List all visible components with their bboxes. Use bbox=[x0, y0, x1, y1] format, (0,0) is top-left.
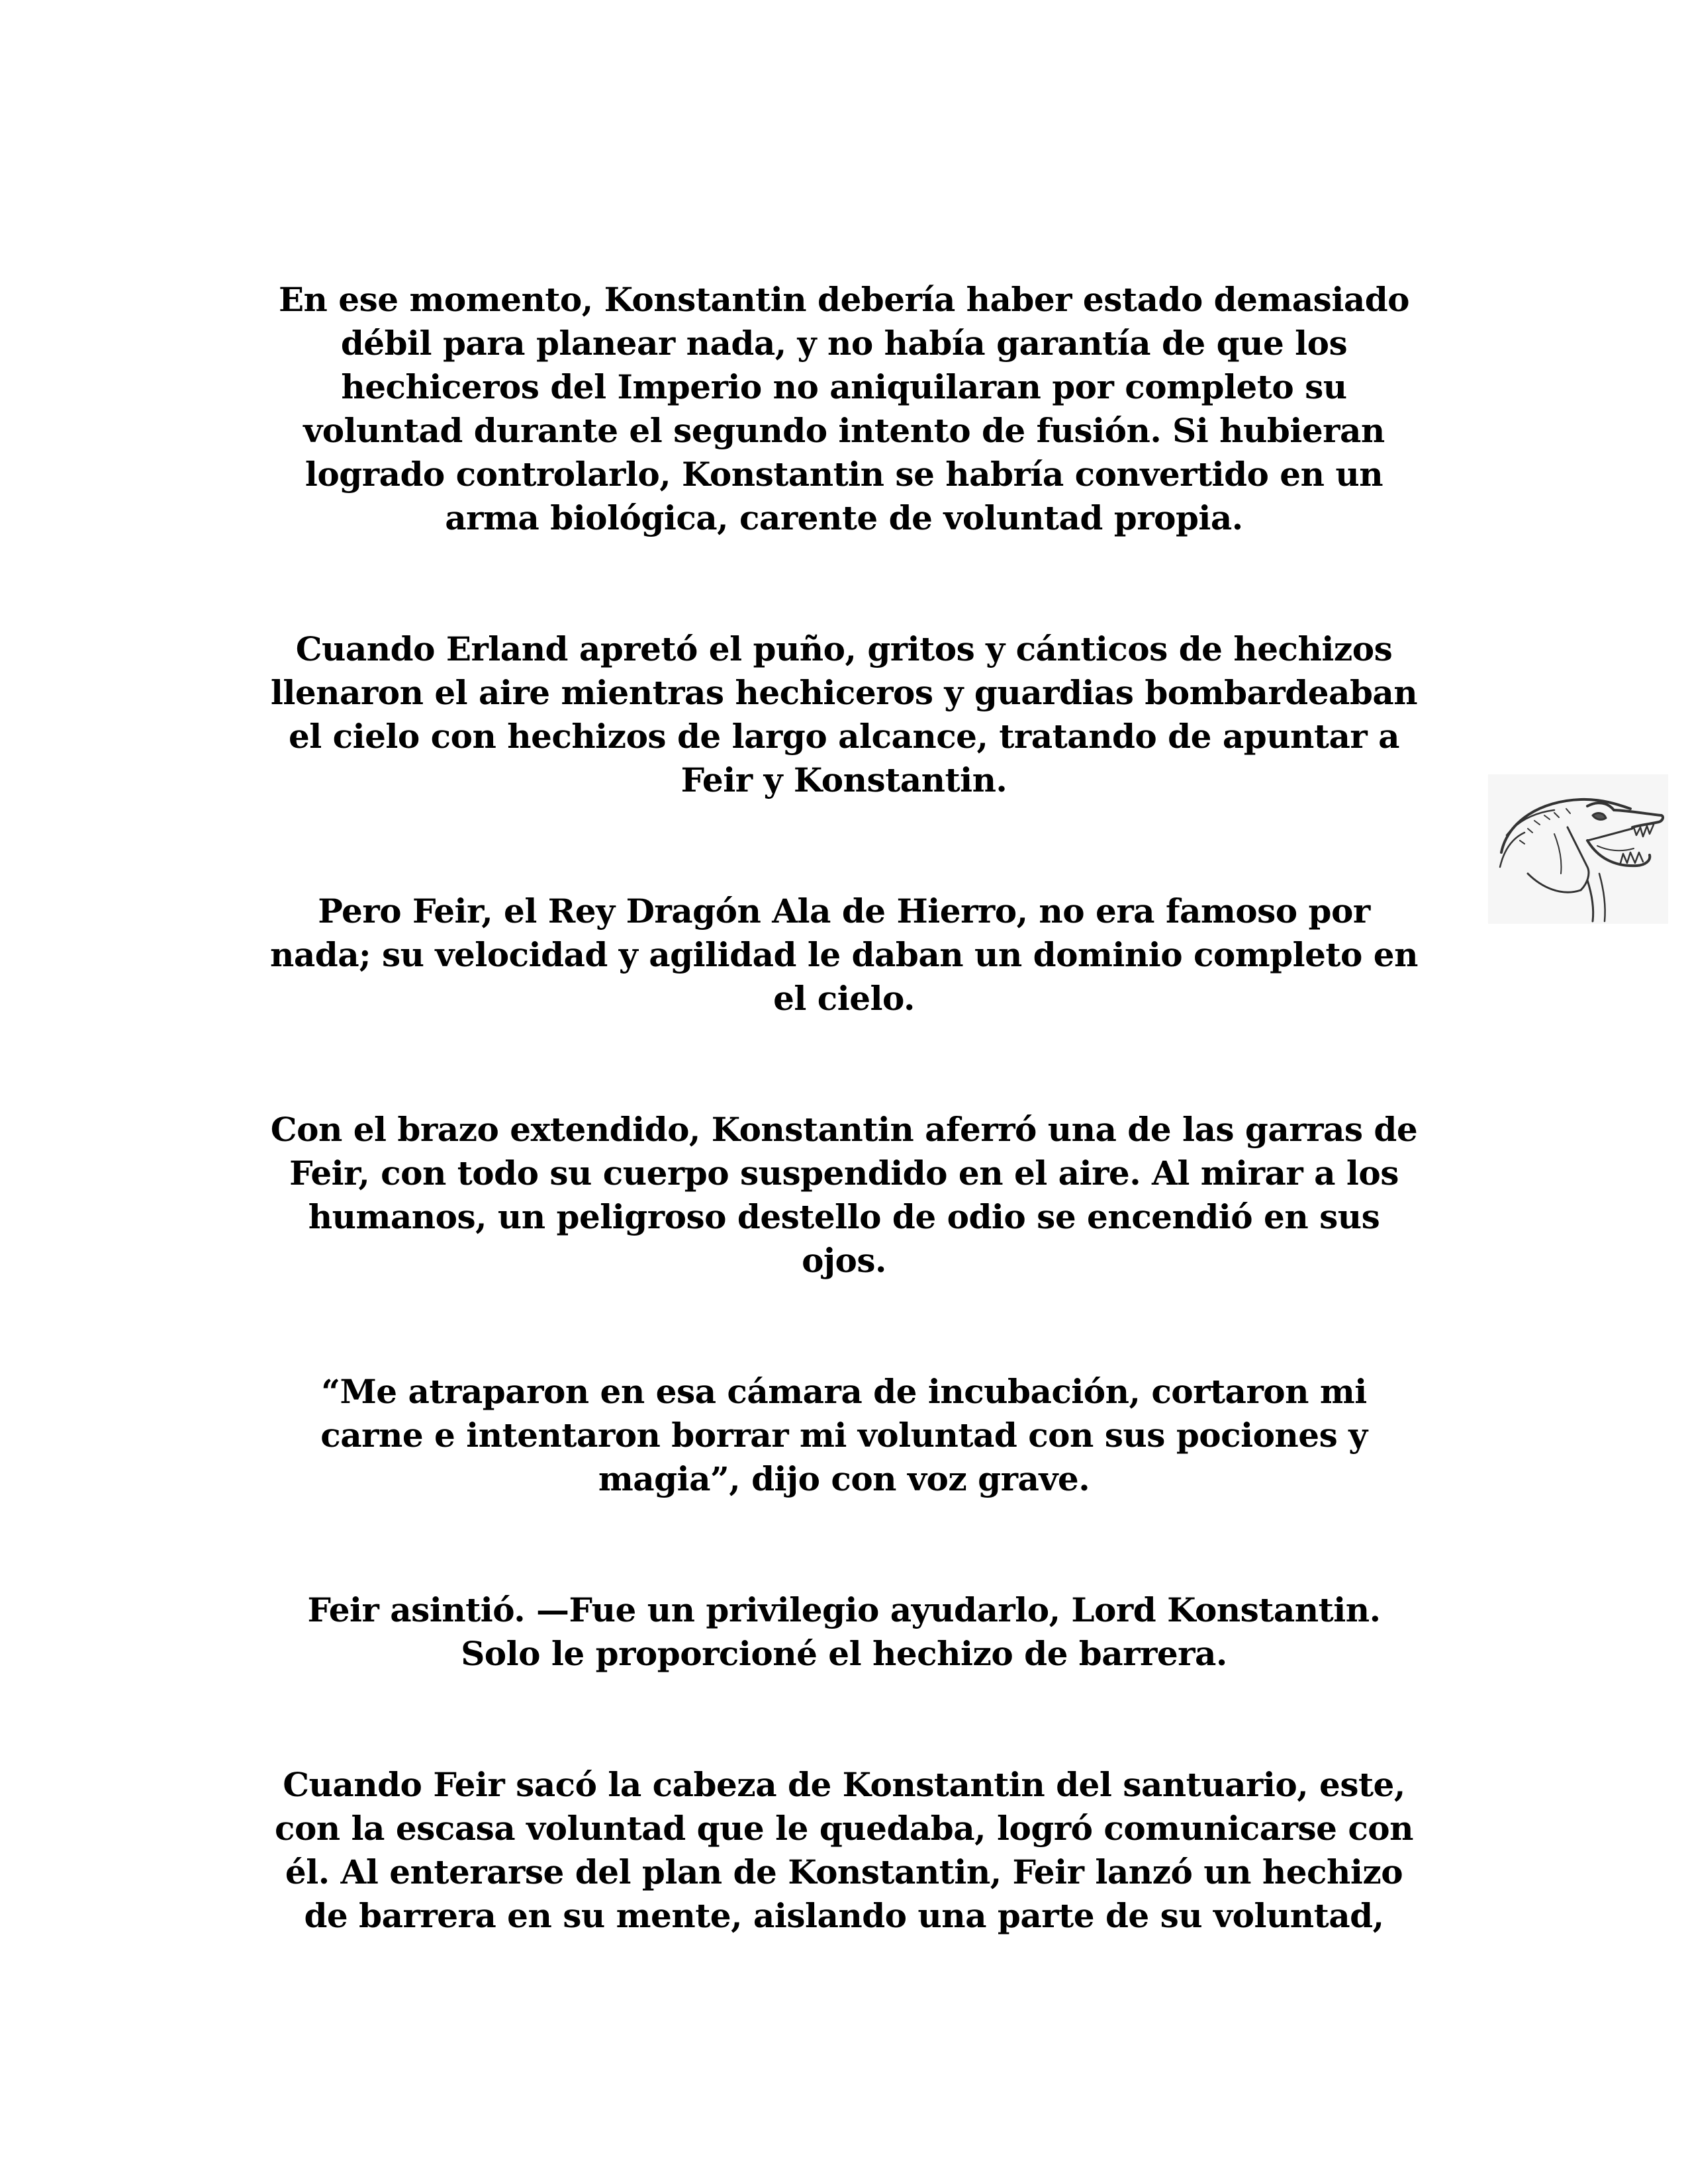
paragraph-2: Cuando Erland apretó el puño, gritos y cánticos de hechizos llenaron el aire mientras hechiceros y guardias bombardeaban el cielo con hechizos de largo alcance, tratando de apuntar a Feir y Konstantin. bbox=[270, 629, 1418, 799]
paragraph-5: “Me atraparon en esa cámara de incubación, cortaron mi carne e intentaron borrar mi voluntad con sus pociones y magia”, dijo con voz grave. bbox=[320, 1372, 1368, 1498]
paragraph-3: Pero Feir, el Rey Dragón Ala de Hierro, no era famoso por nada; su velocidad y agilidad le daban un dominio completo en el cielo. bbox=[270, 891, 1418, 1018]
paragraph-7: Cuando Feir sacó la cabeza de Konstantin del santuario, este, con la escasa voluntad que le quedaba, logró comunicarse con él. Al enterarse del plan de Konstantin, Feir lanzó un hechizo de barrera en su mente, aislando una parte de su voluntad, bbox=[275, 1765, 1413, 1935]
body-text bbox=[218, 278, 1470, 1938]
paragraph-1: En ese momento, Konstantin debería haber estado demasiado débil para planear nada, y no había garantía de que los hechiceros del Imperio no aniquilaran por completo su voluntad durante el segundo intento de fusión. Si hubieran logrado controlarlo, Konstantin se habría convertido en un arma biológica, carente de voluntad propia. bbox=[278, 280, 1410, 537]
paragraph-4: Con el brazo extendido, Konstantin aferró una de las garras de Feir, con todo su cuerpo suspendido en el aire. Al mirar a los humanos, un peligroso destello de odio se encendió en sus ojos. bbox=[270, 1110, 1418, 1280]
dinosaur-head-sketch-icon bbox=[1488, 774, 1668, 924]
paragraph-6: Feir asintió. —Fue un privilegio ayudarlo, Lord Konstantin. Solo le proporcioné el hechizo de barrera. bbox=[307, 1590, 1381, 1673]
